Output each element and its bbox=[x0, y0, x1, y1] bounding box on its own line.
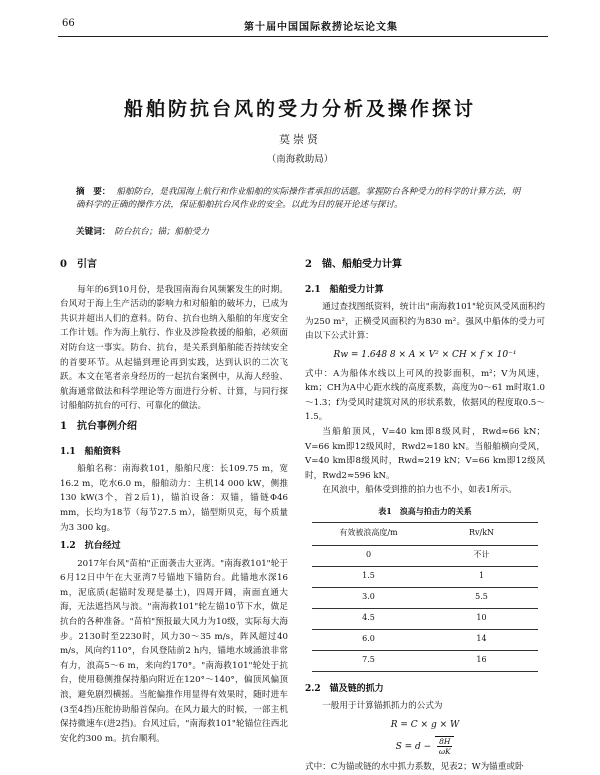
section-2-1-paragraph-4: 在风浪中，船体受到推的拍力也不小，如表1所示。 bbox=[322, 485, 517, 496]
table-cell: 14 bbox=[425, 629, 538, 650]
keywords-label: 关键词： bbox=[76, 227, 111, 237]
table-row bbox=[312, 587, 538, 608]
equation-3-numerator: 8H bbox=[439, 737, 451, 747]
table-cell: 16 bbox=[425, 650, 538, 671]
table-cell: 3.0 bbox=[312, 587, 425, 608]
table-cell: 0 bbox=[312, 545, 425, 566]
table-row bbox=[312, 608, 538, 629]
section-1-2-paragraph: 2017年台风"苗柏"正面袭击大亚湾。"南海救101"轮于6月12日中午在大亚湾7号锚地下锚防台。此锚地水深16 m，泥底质(起锚时发现是暴土)，四周开阔，南面直通大海，无法遮挡风与浪。"南海救101"轮左锚10节下水，做足抗台的各种准备。"苗柏"预报最大风力为10级，实际每大海步。2130时至2230时，风力30～35 m/s，阵风超过40 m/s，风向约110°，台风登陆前2 h内，锚地水域涌浪非常有力，浪高5～6 m，来向约170°。"南海救101"轮处于抗台，使用稳侧推保持船向附近在120°～140°，偏顶风偏顶浪，避免剧烈横摇。当舵偏推作用显得有效果时，随时进车(3至4挡)压舵协助船首保向。在风力最大的时候，一部主机保持微速车(进2挡)。台风过后，"南海救101"轮锚位往西北安化约300 m。抗台顺利。 bbox=[60, 558, 288, 744]
section-2-1-paragraph-2: 式中：A为船体水线以上可风的投影面积，m²；V为风速，km；CH为A中心距水线的高度系数，高度为0～61 m时取1.0～1.3；f为受风时建筑对风的形状系数，依据风的程度取0.5～1.5。 bbox=[305, 368, 545, 423]
table-cell: 4.5 bbox=[312, 608, 425, 629]
section-2-1-paragraph-1: 通过查找图纸资料，统计出"南海救101"轮页风受风面积约为250 m²，正横受风面积约为830 m²。强风中船体的受力可由以下公式计算： bbox=[305, 302, 545, 342]
equation-3-denominator: ωK bbox=[438, 747, 451, 757]
table-header-row bbox=[312, 522, 538, 545]
section-1-2-heading: 1.2 抗台经过 bbox=[60, 541, 121, 552]
table-header-height: 有效被浪高度/m bbox=[312, 522, 425, 545]
equation-3 bbox=[305, 736, 545, 756]
table-cell: 10 bbox=[425, 608, 538, 629]
section-0-paragraph: 每年的6到10月份，是我国南海台风频繁发生的时期。台风对于海上生产活动的影响力和对船舶的破坏力，已成为共识并超出人们的意料。防台、抗台也纳入船舶的年度安全工作计划。作为海上航行、作业及涉险救援的船舶，必须面对防台这一事实。防台、抗台，是关系到船舶能否持续安全的首要环节。从起锚到理论再到实践，达到认识的二次飞跃。本文在笔者亲身经历的一起抗台案例中，从海人经验、航海通常做法和科学理论等方面进行分析、计算，与同行探讨船舶防抗台的可行、可靠化的做法。 bbox=[60, 284, 288, 412]
journal-title: 第十届中国国际救捞论坛论文集 bbox=[244, 22, 398, 33]
table-cell: 6.0 bbox=[312, 629, 425, 650]
table-row bbox=[312, 566, 538, 587]
right-column bbox=[305, 258, 545, 775]
page-number: 66 bbox=[62, 18, 75, 29]
section-0-heading: 0 引言 bbox=[60, 259, 97, 270]
section-1-heading: 1 抗台事例介绍 bbox=[60, 420, 137, 432]
keywords bbox=[76, 225, 526, 237]
abstract bbox=[76, 186, 526, 212]
header-rule bbox=[58, 36, 548, 37]
table-cell: 7.5 bbox=[312, 650, 425, 671]
section-2-2-paragraph-2: 式中：C为锚或链的水中抓力系数，见表2；W为锚重或卧 bbox=[305, 762, 524, 773]
table-row bbox=[312, 650, 538, 671]
abstract-label: 摘 要： bbox=[76, 187, 111, 197]
section-2-1-paragraph-3: 当船舶顶风，V=40 km即8级风时，Rwd≈66 kN；V=66 km即12级风时，Rwd2≈180 kN。当船舶横向受风，V=40 km即8级风时，Rwd≈219 kN；V=66 km即12级风时，Rwd2≈596 kN。 bbox=[305, 426, 545, 481]
keywords-text: 防台抗台；锚；船舶受力 bbox=[114, 227, 209, 237]
author: 莫崇贤 bbox=[279, 133, 321, 146]
table-cell: 1.5 bbox=[312, 566, 425, 587]
equation-3-fraction bbox=[437, 737, 452, 756]
table-cell: 1 bbox=[425, 566, 538, 587]
table-row bbox=[312, 629, 538, 650]
table-cell: 不计 bbox=[425, 545, 538, 566]
table-header-force: Rv/kN bbox=[425, 522, 538, 545]
affiliation: （南海救助局） bbox=[266, 154, 334, 165]
section-1-1-paragraph: 船舶名称：南海救101，船舶尺度：长109.75 m，宽16.2 m，吃水6.0 m，船舶动力：主机14 000 kW，侧推130 kW(3个，首2后1)，锚泊设备：双锚，锚链Φ46 mm，长均为18节（每节27.5 m），锚型斯贝克，每个质量为3 300 kg。 bbox=[60, 464, 288, 533]
equation-3-sqrt bbox=[435, 736, 454, 756]
section-1-1-heading: 1.1 船舶资料 bbox=[60, 446, 121, 457]
abstract-text: 船舶防台，是我国海上航行和作业船舶的实际操作者承担的话题。掌握防台各种受力的科学的计算方法，明确科学的正确的操作方法，保证船舶抗台风作业的安全。以此为目的展开论述与探讨。 bbox=[76, 187, 521, 210]
section-2-heading: 2 锚、船舶受力计算 bbox=[305, 259, 402, 270]
left-column bbox=[60, 258, 288, 746]
equation-3-left: S = d − bbox=[395, 742, 432, 753]
paper-title: 船舶防抗台风的受力分析及操作探讨 bbox=[123, 98, 476, 120]
running-header bbox=[0, 18, 600, 36]
table-row bbox=[312, 545, 538, 566]
table-cell: 5.5 bbox=[425, 587, 538, 608]
section-2-2-heading: 2.2 锚及链的抓力 bbox=[305, 683, 384, 694]
table-1 bbox=[312, 522, 538, 672]
equation-1: Rw = 1.648 8 × A × V² × CH × f × 10⁻¹ bbox=[333, 349, 517, 360]
section-2-1-heading: 2.1 船舶受力计算 bbox=[305, 284, 384, 295]
table-1-caption: 表1 浪高与拍击力的关系 bbox=[378, 505, 472, 516]
equation-2: R = C × g × W bbox=[390, 719, 460, 730]
section-2-2-paragraph-1: 一般用于计算锚抓抓力的公式为 bbox=[322, 701, 443, 712]
